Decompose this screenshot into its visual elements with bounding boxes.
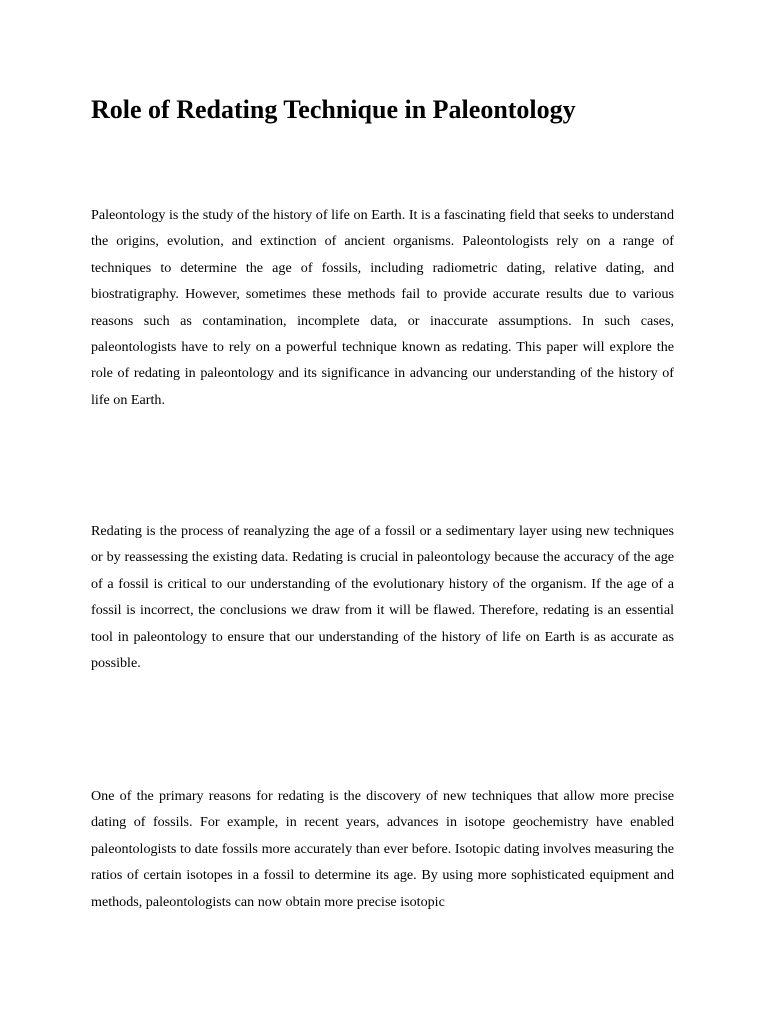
paragraph-new-techniques: One of the primary reasons for redating is the discovery of new techniques that allow more precise dating of fossils. For example, in recent years, advances in isotope geochemistry have enabled paleontologists to date fossils more accurately than ever before. Isotopic dating involves measuring the ratios of certain isotopes in a fossil to determine its age. By using more sophisticated equipment and methods, paleontologists can now obtain more precise isotopic bbox=[91, 788, 674, 910]
document-title: Role of Redating Technique in Paleontology bbox=[91, 95, 576, 124]
paragraph-introduction: Paleontology is the study of the history of life on Earth. It is a fascinating field that seeks to understand the origins, evolution, and extinction of ancient organisms. Paleontologists rely on a range of techniques to determine the age of fossils, including radiometric dating, relative dating, and biostratigraphy. However, sometimes these methods fail to provide accurate results due to various reasons such as contamination, incomplete data, or inaccurate assumptions. In such cases, paleontologists have to rely on a powerful technique known as redating. This paper will explore the role of redating in paleontology and its significance in advancing our understanding of the history of life on Earth. bbox=[91, 207, 674, 408]
paragraph-redating-definition: Redating is the process of reanalyzing the age of a fossil or a sedimentary layer using new techniques or by reassessing the existing data. Redating is crucial in paleontology because the accuracy of the age of a fossil is critical to our understanding of the evolutionary history of the organism. If the age of a fossil is incorrect, the conclusions we draw from it will be flawed. Therefore, redating is an essential tool in paleontology to ensure that our understanding of the history of life on Earth is as accurate as possible. bbox=[91, 523, 674, 672]
